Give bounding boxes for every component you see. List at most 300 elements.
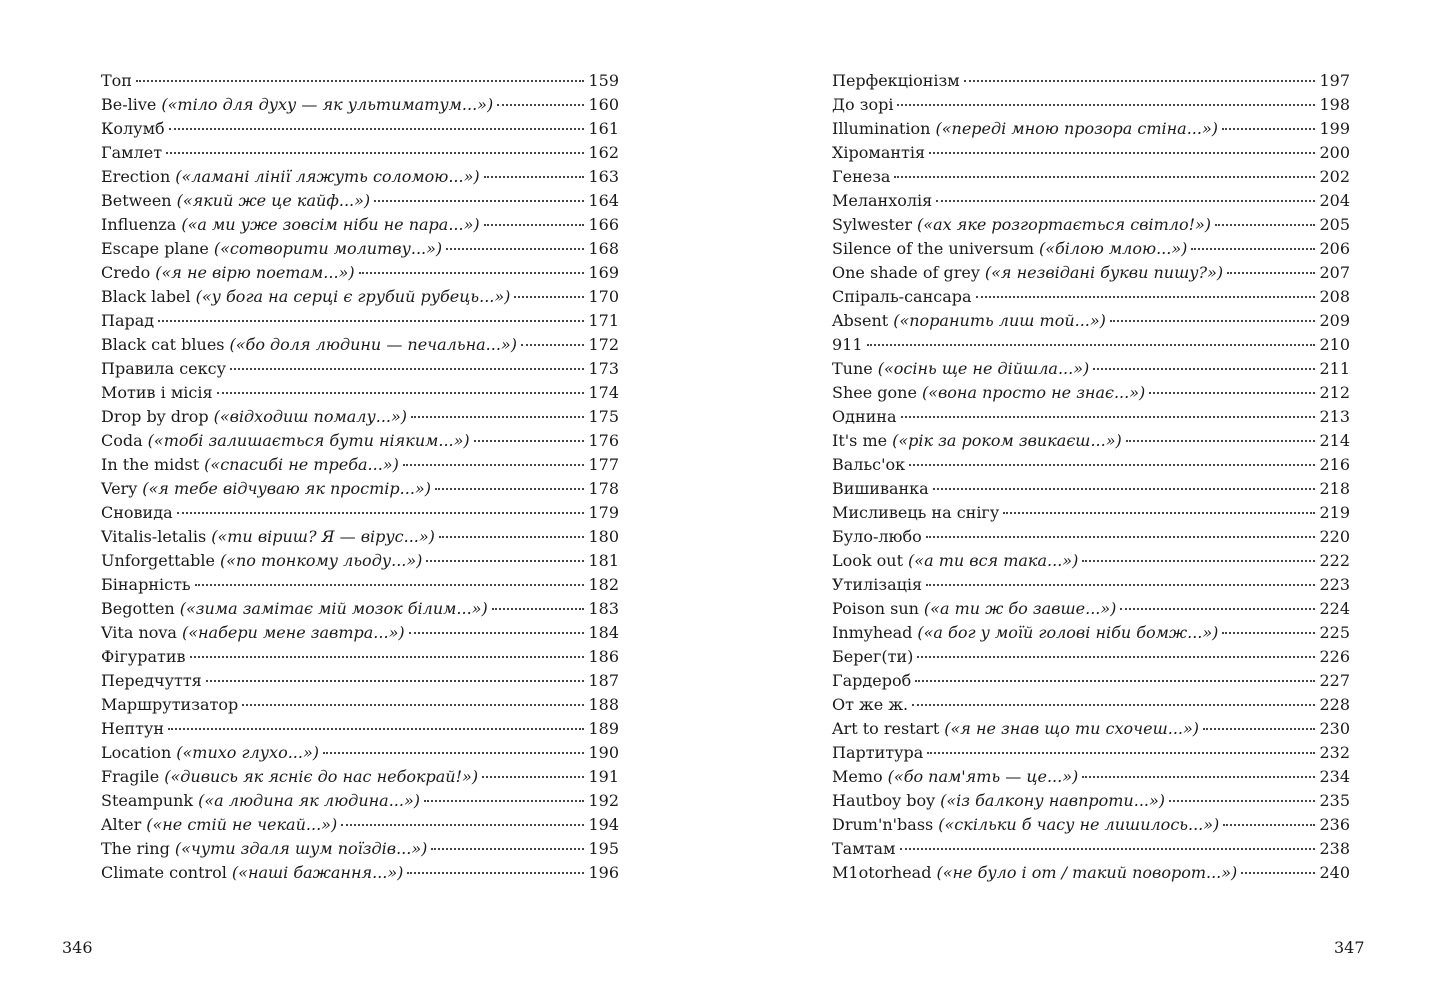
dot-leader	[409, 632, 585, 634]
dot-leader	[446, 248, 584, 250]
page-number-left: 346	[62, 938, 93, 957]
toc-entry-title: Партитура	[832, 743, 924, 762]
toc-entry	[832, 501, 1350, 525]
toc-entry-title: Poison sun	[832, 599, 919, 618]
toc-entry-title: Black cat blues	[101, 335, 225, 354]
toc-entry	[832, 717, 1350, 741]
toc-entry-page: 211	[1319, 359, 1350, 378]
dot-leader	[424, 800, 584, 802]
toc-entry-page: 186	[588, 647, 619, 666]
toc-entry-title: Drum'n'bass	[832, 815, 934, 834]
toc-entry-page: 159	[588, 71, 619, 90]
dot-leader	[976, 296, 1316, 298]
toc-entry	[832, 861, 1350, 885]
toc-entry-page: 189	[588, 719, 619, 738]
toc-entry-first-line: («вона просто не знає...»)	[921, 383, 1146, 402]
toc-entry-title: Бінарність	[101, 575, 191, 594]
toc-entry	[101, 813, 619, 837]
dot-leader	[929, 152, 1315, 154]
toc-entry-page: 240	[1319, 863, 1350, 882]
toc-entry-first-line: («ти віриш? Я — вірус...»)	[211, 527, 435, 546]
toc-entry-title: Хіромантія	[832, 143, 926, 162]
toc-entry	[832, 261, 1350, 285]
dot-leader	[474, 440, 585, 442]
dot-leader	[514, 296, 584, 298]
toc-entry-first-line: («я незвідані букви пишу?»)	[984, 263, 1224, 282]
toc-entry-page: 200	[1319, 143, 1350, 162]
toc-entry	[101, 453, 619, 477]
toc-entry-title: Тамтам	[832, 839, 896, 858]
toc-entry	[832, 765, 1350, 789]
dot-leader	[374, 200, 584, 202]
toc-entry-title: От же ж.	[832, 695, 909, 714]
toc-entry-page: 216	[1319, 455, 1350, 474]
toc-entry	[832, 621, 1350, 645]
dot-leader	[431, 848, 584, 850]
toc-entry-title: Drop by drop	[101, 407, 209, 426]
dot-leader	[230, 368, 584, 370]
dot-leader	[901, 416, 1316, 418]
toc-entry-page: 175	[588, 407, 619, 426]
toc-entry-first-line: («ах яке розгортається світло!»)	[917, 215, 1212, 234]
toc-entry-page: 161	[588, 119, 619, 138]
toc-entry-first-line: («поранить лиш той...»)	[893, 311, 1106, 330]
toc-entry-title: Сновида	[101, 503, 173, 522]
toc-entry-first-line: («ламані лінії ляжуть соломою...»)	[175, 167, 480, 186]
toc-entry-title: Memo	[832, 767, 883, 786]
toc-entry	[101, 357, 619, 381]
toc-entry	[101, 213, 619, 237]
toc-entry-page: 228	[1319, 695, 1350, 714]
toc-entry-title: Art to restart	[832, 719, 940, 738]
dot-leader	[166, 152, 584, 154]
toc-entry	[101, 621, 619, 645]
toc-entry-page: 171	[588, 311, 619, 330]
dot-leader	[169, 128, 585, 130]
toc-entry-title: До зорі	[832, 95, 894, 114]
toc-entry-title: Between	[101, 191, 172, 210]
page-number-right: 347	[1334, 938, 1365, 957]
dot-leader	[341, 824, 584, 826]
toc-entry-title: Sylwester	[832, 215, 913, 234]
toc-entry	[101, 285, 619, 309]
toc-entry-page: 213	[1319, 407, 1350, 426]
toc-entry-page: 198	[1319, 95, 1350, 114]
toc-entry-title: Гардероб	[832, 671, 912, 690]
toc-entry-page: 234	[1319, 767, 1350, 786]
toc-entry	[101, 717, 619, 741]
toc-entry	[101, 93, 619, 117]
toc-entry-page: 179	[588, 503, 619, 522]
toc-entry	[832, 93, 1350, 117]
toc-entry-first-line: («який же це кайф...»)	[176, 191, 371, 210]
dot-leader	[492, 608, 585, 610]
toc-entry-first-line: («скільки б часу не лишилось...»)	[938, 815, 1220, 834]
toc-entry-page: 164	[588, 191, 619, 210]
toc-entry	[832, 597, 1350, 621]
toc-entry-first-line: («зима замітає мій мозок білим...»)	[179, 599, 488, 618]
dot-leader	[1093, 368, 1315, 370]
toc-entry	[101, 405, 619, 429]
toc-entry-first-line: («а ти вся така...»)	[908, 551, 1079, 570]
dot-leader	[1110, 320, 1316, 322]
dot-leader	[136, 80, 584, 82]
toc-entry-first-line: («по тонкому льоду...»)	[219, 551, 423, 570]
toc-entry-title: In the midst	[101, 455, 200, 474]
toc-entry-page: 166	[588, 215, 619, 234]
dot-leader	[900, 848, 1316, 850]
dot-leader	[242, 704, 584, 706]
toc-entry-first-line: («тихо глухо...»)	[176, 743, 319, 762]
toc-entry	[101, 333, 619, 357]
toc-entry	[101, 861, 619, 885]
toc-entry-title: Escape plane	[101, 239, 209, 258]
toc-entry-page: 238	[1319, 839, 1350, 858]
toc-entry-first-line: («я тебе відчуваю як простір...»)	[142, 479, 431, 498]
toc-entry-title: Coda	[101, 431, 143, 450]
toc-entry-title: Inmyhead	[832, 623, 913, 642]
toc-entry-page: 227	[1319, 671, 1350, 690]
toc-entry-page: 209	[1319, 311, 1350, 330]
dot-leader	[927, 752, 1315, 754]
dot-leader	[168, 728, 584, 730]
dot-leader	[1203, 728, 1315, 730]
toc-entry-title: Перфекціонізм	[832, 71, 960, 90]
toc-entry-page: 184	[588, 623, 619, 642]
toc-entry	[101, 669, 619, 693]
toc-entry-page: 180	[588, 527, 619, 546]
toc-entry-title: Alter	[101, 815, 142, 834]
toc-entry-first-line: («а бог у моїй голові ніби бомж...»)	[917, 623, 1219, 642]
toc-entry-title: Було-любо	[832, 527, 922, 546]
dot-leader	[1227, 272, 1315, 274]
dot-leader	[190, 656, 585, 658]
toc-entry	[101, 597, 619, 621]
toc-entry-title: Begotten	[101, 599, 175, 618]
toc-entry-first-line: («бо пам'ять — це...»)	[887, 767, 1079, 786]
toc-entry-first-line: («переді мною прозора стіна...»)	[935, 119, 1218, 138]
toc-entry	[101, 381, 619, 405]
dot-leader	[497, 104, 584, 106]
toc-entry-first-line: («відходиш помалу...»)	[213, 407, 408, 426]
toc-entry	[101, 765, 619, 789]
toc-entry	[101, 789, 619, 813]
toc-entry-title: Vita nova	[101, 623, 177, 642]
toc-entry-page: 196	[588, 863, 619, 882]
dot-leader	[1169, 800, 1315, 802]
toc-entry	[832, 309, 1350, 333]
dot-leader	[1082, 560, 1315, 562]
dot-leader	[1126, 440, 1316, 442]
toc-entry	[101, 429, 619, 453]
dot-leader	[1222, 128, 1315, 130]
toc-entry-page: 170	[588, 287, 619, 306]
toc-entry-page: 197	[1319, 71, 1350, 90]
toc-entry	[832, 573, 1350, 597]
toc-entry-title: Парад	[101, 311, 155, 330]
toc-entry-title: Вальс'ок	[832, 455, 906, 474]
toc-entry-page: 169	[588, 263, 619, 282]
toc-entry-title: Illumination	[832, 119, 931, 138]
toc-entry	[101, 573, 619, 597]
toc-entry-page: 222	[1319, 551, 1350, 570]
toc-entry-first-line: («я не вірю поетам...»)	[155, 263, 355, 282]
toc-entry	[101, 309, 619, 333]
toc-entry	[101, 693, 619, 717]
toc-entry-title: Утилізація	[832, 575, 923, 594]
dot-leader	[1223, 824, 1315, 826]
toc-entry	[832, 237, 1350, 261]
toc-entry-title: Very	[101, 479, 138, 498]
toc-entry-first-line: («не було і от / такий поворот...»)	[936, 863, 1238, 882]
toc-entry-title: Спіраль-сансара	[832, 287, 972, 306]
toc-entry	[101, 117, 619, 141]
toc-entry	[101, 549, 619, 573]
dot-leader	[403, 464, 585, 466]
toc-entry-first-line: («у бога на серці є грубий рубець...»)	[195, 287, 511, 306]
toc-entry-title: It's me	[832, 431, 888, 450]
dot-leader	[206, 680, 585, 682]
toc-entry-title: Fragile	[101, 767, 160, 786]
toc-entry	[101, 645, 619, 669]
toc-entry-page: 235	[1319, 791, 1350, 810]
dot-leader	[521, 344, 585, 346]
dot-leader	[407, 872, 584, 874]
toc-entry	[832, 525, 1350, 549]
toc-entry	[832, 117, 1350, 141]
dot-leader	[909, 464, 1315, 466]
toc-entry-title: Be-live	[101, 95, 157, 114]
toc-entry-page: 212	[1319, 383, 1350, 402]
toc-entry-page: 183	[588, 599, 619, 618]
dot-leader	[435, 488, 585, 490]
toc-entry-title: Мотив і місія	[101, 383, 213, 402]
toc-entry-page: 182	[588, 575, 619, 594]
dot-leader	[915, 680, 1315, 682]
toc-entry-title: 911	[832, 335, 863, 354]
dot-leader	[426, 560, 584, 562]
toc-entry-first-line: («а людина як людина...»)	[198, 791, 420, 810]
toc-entry-page: 224	[1319, 599, 1350, 618]
toc-entry-title: Однина	[832, 407, 897, 426]
toc-entry	[101, 525, 619, 549]
toc-entry-title: The ring	[101, 839, 170, 858]
toc-entry-first-line: («а ми уже зовсім ніби не пара...»)	[181, 215, 480, 234]
toc-entry	[832, 285, 1350, 309]
toc-entry-first-line: («я не знав що ти схочеш...»)	[944, 719, 1200, 738]
toc-entry-page: 225	[1319, 623, 1350, 642]
toc-entry-page: 178	[588, 479, 619, 498]
toc-entry-title: Silence of the universum	[832, 239, 1034, 258]
toc-entry-page: 181	[588, 551, 619, 570]
dot-leader	[1003, 512, 1315, 514]
toc-entry-page: 218	[1319, 479, 1350, 498]
toc-entry	[832, 453, 1350, 477]
toc-entry-first-line: («осінь ще не дійшла...»)	[877, 359, 1090, 378]
toc-entry-title: Location	[101, 743, 172, 762]
dot-leader	[323, 752, 584, 754]
toc-entry-title: Маршрутизатор	[101, 695, 239, 714]
toc-entry-title: Credo	[101, 263, 151, 282]
dot-leader	[359, 272, 585, 274]
dot-leader	[1222, 632, 1315, 634]
toc-entry-page: 163	[588, 167, 619, 186]
toc-entry-page: 191	[588, 767, 619, 786]
toc-entry	[832, 333, 1350, 357]
toc-entry-first-line: («рік за роком звикаєш...»)	[892, 431, 1122, 450]
toc-entry-page: 172	[588, 335, 619, 354]
toc-entry-page: 236	[1319, 815, 1350, 834]
toc-entry-title: Hautboy boy	[832, 791, 936, 810]
toc-entry-title: Топ	[101, 71, 132, 90]
toc-entry	[832, 813, 1350, 837]
toc-entry-page: 190	[588, 743, 619, 762]
toc-entry-page: 208	[1319, 287, 1350, 306]
toc-entry-page: 199	[1319, 119, 1350, 138]
toc-entry-page: 160	[588, 95, 619, 114]
toc-entry-page: 174	[588, 383, 619, 402]
toc-entry-first-line: («тіло для духу — як ультиматум...»)	[161, 95, 494, 114]
toc-entry-first-line: («бо доля людини — печальна...»)	[229, 335, 517, 354]
dot-leader	[1082, 776, 1315, 778]
toc-entry	[832, 165, 1350, 189]
toc-entry-first-line: («тобі залишається бути ніяким...»)	[147, 431, 470, 450]
toc-entry-title: Передчуття	[101, 671, 202, 690]
toc-entry-page: 202	[1319, 167, 1350, 186]
dot-leader	[867, 344, 1316, 346]
toc-entry	[101, 261, 619, 285]
toc-entry-title: Steampunk	[101, 791, 194, 810]
toc-entry-first-line: («із балкону навпроти...»)	[940, 791, 1166, 810]
dot-leader	[1241, 872, 1315, 874]
toc-entry-first-line: («не стій не чекай...»)	[146, 815, 338, 834]
toc-entry-title: Unforgettable	[101, 551, 215, 570]
toc-entry	[832, 429, 1350, 453]
toc-entry-title: Правила сексу	[101, 359, 226, 378]
toc-entry-page: 168	[588, 239, 619, 258]
dot-leader	[933, 488, 1316, 490]
toc-entry-title: Shee gone	[832, 383, 917, 402]
dot-leader	[964, 80, 1316, 82]
toc-entry	[832, 645, 1350, 669]
toc-entry	[101, 69, 619, 93]
toc-entry-title: Нептун	[101, 719, 165, 738]
toc-entry	[832, 669, 1350, 693]
toc-entry-title: Absent	[832, 311, 889, 330]
toc-entry-first-line: («сотворити молитву...»)	[213, 239, 443, 258]
toc-entry-page: 188	[588, 695, 619, 714]
toc-entry-first-line: («наші бажання...»)	[231, 863, 404, 882]
toc-entry	[832, 741, 1350, 765]
toc-entry-page: 205	[1319, 215, 1350, 234]
right-page	[722, 0, 1445, 1004]
toc-entry-page: 162	[588, 143, 619, 162]
toc-entry-page: 195	[588, 839, 619, 858]
toc-entry-first-line: («набери мене завтра...»)	[181, 623, 405, 642]
dot-leader	[484, 224, 585, 226]
toc-entry-title: Колумб	[101, 119, 165, 138]
toc-entry-first-line: («чути здаля шум поїздів...»)	[174, 839, 428, 858]
toc-entry	[832, 213, 1350, 237]
toc-entry	[101, 501, 619, 525]
dot-leader	[917, 656, 1315, 658]
toc-entry-title: Генеза	[832, 167, 891, 186]
toc-entry-first-line: («а ти ж бо завше...»)	[923, 599, 1117, 618]
toc-entry-first-line: («спасибі не треба...»)	[204, 455, 399, 474]
toc-entry-title: Influenza	[101, 215, 177, 234]
dot-leader	[195, 584, 585, 586]
dot-leader	[897, 104, 1315, 106]
toc-entry	[832, 381, 1350, 405]
dot-leader	[926, 536, 1316, 538]
toc-entry-page: 214	[1319, 431, 1350, 450]
toc-entry-first-line: («дивись як ясніє до нас небокрай!»)	[164, 767, 479, 786]
toc-entry	[832, 141, 1350, 165]
toc-entry-title: Vitalis-letalis	[101, 527, 207, 546]
toc-entry	[832, 789, 1350, 813]
dot-leader	[217, 392, 585, 394]
toc-entry-title: Climate control	[101, 863, 227, 882]
toc-entry	[832, 357, 1350, 381]
toc-entry-title: Erection	[101, 167, 171, 186]
toc-entry-title: Меланхолія	[832, 191, 933, 210]
toc-entry-page: 192	[588, 791, 619, 810]
toc-entry-first-line: («білою млою...»)	[1038, 239, 1188, 258]
toc-entry	[832, 69, 1350, 93]
dot-leader	[1149, 392, 1315, 394]
toc-list-left	[101, 69, 619, 885]
toc-list-right	[832, 69, 1350, 885]
toc-entry	[832, 549, 1350, 573]
toc-entry-page: 177	[588, 455, 619, 474]
toc-entry	[101, 237, 619, 261]
toc-entry-title: Tune	[832, 359, 873, 378]
dot-leader	[894, 176, 1315, 178]
dot-leader	[1191, 248, 1315, 250]
dot-leader	[484, 176, 585, 178]
toc-entry-page: 220	[1319, 527, 1350, 546]
toc-entry-page: 230	[1319, 719, 1350, 738]
toc-entry	[832, 693, 1350, 717]
toc-entry-title: Гамлет	[101, 143, 163, 162]
toc-entry	[832, 189, 1350, 213]
toc-entry-title: One shade of grey	[832, 263, 980, 282]
toc-entry-page: 194	[588, 815, 619, 834]
dot-leader	[1120, 608, 1315, 610]
toc-entry-page: 173	[588, 359, 619, 378]
toc-entry-title: Мисливець на снігу	[832, 503, 1000, 522]
dot-leader	[926, 584, 1315, 586]
toc-entry-page: 176	[588, 431, 619, 450]
toc-entry-title: M1otorhead	[832, 863, 932, 882]
toc-entry-title: Вишиванка	[832, 479, 929, 498]
toc-entry-page: 226	[1319, 647, 1350, 666]
toc-entry-page: 219	[1319, 503, 1350, 522]
toc-entry-title: Black label	[101, 287, 191, 306]
dot-leader	[158, 320, 584, 322]
toc-entry-title: Фігуратив	[101, 647, 186, 666]
toc-entry	[101, 189, 619, 213]
toc-entry-page: 207	[1319, 263, 1350, 282]
dot-leader	[177, 512, 585, 514]
toc-entry	[832, 405, 1350, 429]
dot-leader	[482, 776, 584, 778]
toc-entry-page: 210	[1319, 335, 1350, 354]
toc-entry-title: Берег(ти)	[832, 647, 914, 666]
toc-entry-page: 232	[1319, 743, 1350, 762]
dot-leader	[1215, 224, 1315, 226]
toc-entry	[101, 837, 619, 861]
